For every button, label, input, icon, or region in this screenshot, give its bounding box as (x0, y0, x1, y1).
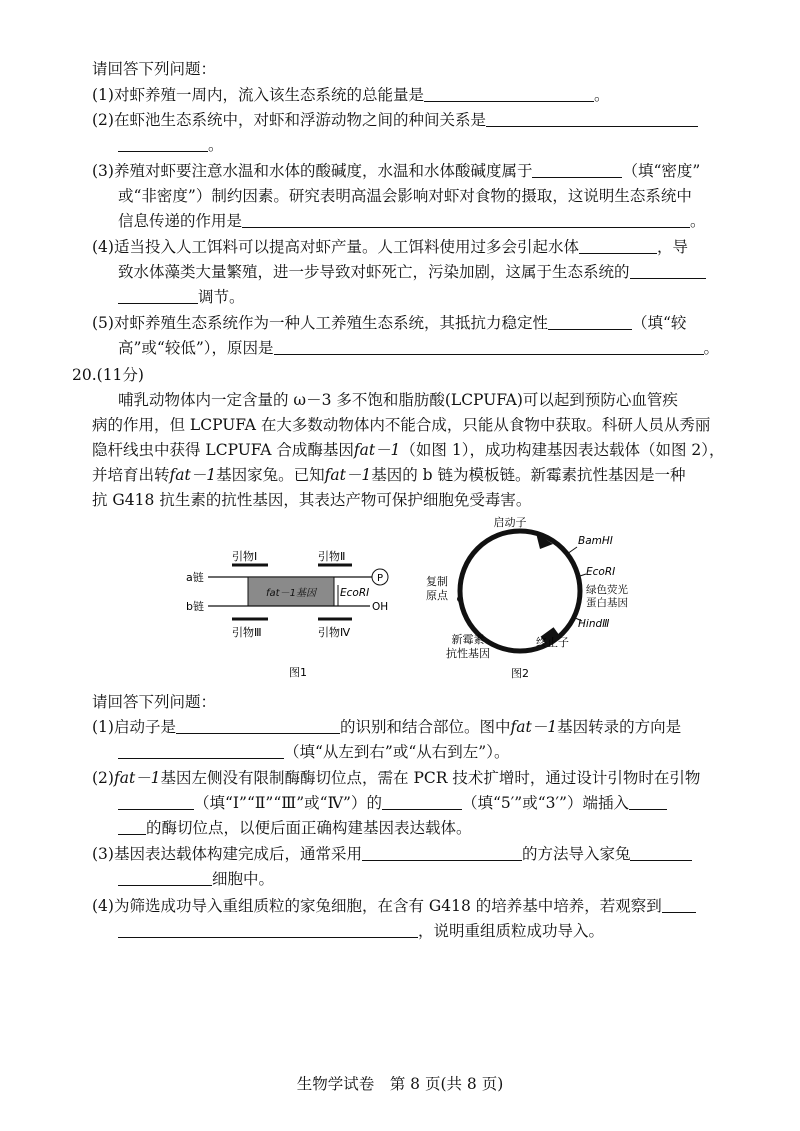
question-5 (92, 312, 686, 334)
q20-para-line-1 (118, 389, 678, 411)
q20-para-line-2 (92, 414, 710, 436)
answer-blank[interactable] (362, 843, 522, 861)
primer-2-label: 引物Ⅱ (318, 550, 346, 563)
answer-blank[interactable] (486, 109, 698, 127)
punctuation: 。 (208, 136, 224, 154)
neomycin-label-1: 新霉素 (451, 633, 485, 646)
promoter-label: 启动子 (493, 516, 527, 529)
answer-blank[interactable] (532, 160, 622, 178)
question-number: 20.(11分) (72, 366, 144, 384)
question-text: (3)养殖对虾要注意水温和水体的酸碱度，水温和水体酸碱度属于 (92, 162, 533, 180)
sub-question-2-cont2 (118, 817, 472, 839)
answer-blank[interactable] (630, 261, 706, 279)
ori-label-1: 复制 (426, 575, 448, 588)
question-text: (1)启动子是 (92, 718, 176, 736)
punctuation: 。 (593, 86, 610, 104)
question-1 (92, 84, 609, 106)
answer-blank[interactable] (242, 210, 690, 228)
answer-blank[interactable] (382, 792, 462, 810)
sub-question-2-cont (118, 792, 667, 814)
question-3-cont (118, 185, 692, 207)
prompt-heading-1 (92, 58, 216, 80)
gene-name: fat－1 (510, 718, 558, 736)
gfp-label-2: 蛋白基因 (586, 597, 628, 609)
answer-blank[interactable] (118, 920, 418, 938)
q20-para-line-3 (92, 439, 725, 461)
bamhi-tick (567, 547, 577, 554)
answer-blank[interactable] (118, 741, 284, 759)
sub-question-4-cont (118, 920, 604, 942)
question-text: 基因转录的方向是 (557, 718, 682, 736)
paragraph-text: 基因的 b 链为模板链。新霉素抗性基因是一种 (371, 466, 686, 484)
answer-blank[interactable] (548, 312, 632, 330)
paragraph-text: 并培育出转 (92, 466, 170, 484)
chain-b-label: b链 (186, 600, 204, 613)
ecori-label: EcoRⅠ (340, 587, 370, 599)
q20-para-line-4 (92, 464, 685, 486)
paragraph-text: 抗 G418 抗生素的抗性基因，其表达产物可保护细胞免受毒害。 (92, 491, 532, 509)
answer-blank[interactable] (630, 843, 692, 861)
gene-name: fat－1 (353, 441, 401, 459)
ori-label-2: 原点 (426, 589, 448, 602)
prompt-heading-2 (92, 691, 216, 713)
paragraph-text: 基因家兔。已知 (216, 466, 325, 484)
ori-dot (457, 596, 463, 602)
primer-4-label: 引物Ⅳ (318, 626, 351, 639)
sub-question-2 (92, 767, 700, 789)
gene-name: fat－1 (113, 769, 161, 787)
primer-3-label: 引物Ⅲ (232, 626, 262, 639)
question-text: 基因左侧没有限制酶酶切位点，需在 PCR 技术扩增时，通过设计引物时在引物 (160, 769, 701, 787)
paragraph-text: （如图 1），成功构建基因表达载体（如图 2）， (400, 441, 725, 459)
question-3-cont2 (118, 210, 706, 232)
punctuation: 。 (690, 212, 706, 230)
paragraph-text: 隐杆线虫中获得 LCPUFA 合成酶基因 (92, 441, 354, 459)
question-text: (5)对虾养殖生态系统作为一种人工养殖生态系统，其抵抗力稳定性 (92, 314, 548, 332)
question-text: ，导 (656, 238, 688, 256)
question-2 (92, 109, 698, 131)
sub-question-1-cont (118, 741, 509, 763)
answer-blank[interactable] (118, 792, 194, 810)
sub-question-3 (92, 843, 692, 865)
question-text: （填“密度” (622, 162, 701, 180)
question-4 (92, 236, 688, 258)
question-text: 的酶切位点，以便后面正确构建基因表达载体。 (146, 819, 472, 837)
question-text: （填“Ⅰ”“Ⅱ”“Ⅲ”或“Ⅳ”）的 (194, 794, 382, 812)
question-5-cont (118, 337, 719, 359)
question-text: 高”或“较低”），原因是 (118, 339, 274, 357)
gene-block-label: fat－1基因 (266, 588, 316, 599)
question-4-cont (118, 261, 706, 283)
question-text: (2)在虾池生态系统中，对虾和浮游动物之间的种间关系是 (92, 111, 486, 129)
paragraph-text: 哺乳动物体内一定含量的 ω－3 多不饱和脂肪酸(LCPUFA)可以起到预防心血管疾 (118, 391, 678, 409)
question-3 (92, 160, 700, 182)
ecori-label-2: EcoRⅠ (586, 566, 616, 578)
q20-para-line-5 (92, 489, 531, 511)
question-text: 的方法导入家兔 (521, 845, 631, 863)
answer-blank[interactable] (118, 868, 212, 886)
question-text: (3)基因表达载体构建完成后，通常采用 (92, 845, 362, 863)
question-text: （填“5′”或“3′”）端插入 (461, 794, 629, 812)
primer-1-label: 引物Ⅰ (232, 550, 258, 563)
hindiii-label: HindⅢ (578, 618, 610, 630)
question-text: （填“从左到右”或“从右到左”）。 (284, 743, 510, 761)
question-text: ，说明重组质粒成功导入。 (418, 922, 605, 940)
bamhi-label: BamHⅠ (578, 535, 613, 547)
chain-a-label: a链 (186, 571, 204, 584)
sub-question-4 (92, 895, 696, 917)
sub-question-1 (92, 716, 681, 738)
answer-blank[interactable] (176, 716, 340, 734)
question-20-header (72, 364, 144, 386)
question-text: (4)为筛选成功导入重组质粒的家兔细胞，在含有 G418 的培养基中培养，若观察到 (92, 897, 662, 915)
figure-2-caption: 图2 (511, 667, 529, 680)
question-text: 或“非密度”）制约因素。研究表明高温会影响对虾对食物的摄取，这说明生态系统中 (118, 187, 692, 205)
question-text: (2) (92, 769, 114, 787)
gene-name: fat－1 (324, 466, 372, 484)
question-text: (1)对虾养殖一周内，流入该生态系统的总能量是 (92, 86, 424, 104)
question-2-cont (118, 134, 224, 156)
figure-1-diagram (180, 545, 405, 685)
answer-blank[interactable] (662, 895, 696, 913)
hydroxyl-label: OH (372, 601, 389, 613)
answer-blank[interactable] (118, 286, 198, 304)
prompt-text: 请回答下列问题： (92, 693, 217, 711)
sub-question-3-cont (118, 868, 274, 890)
answer-blank[interactable] (118, 817, 146, 835)
answer-blank[interactable] (629, 792, 667, 810)
neomycin-label-2: 抗性基因 (446, 647, 490, 660)
figure-1-caption: 图1 (289, 666, 307, 679)
phosphate-label: P (376, 573, 384, 584)
answer-blank[interactable] (424, 84, 594, 102)
answer-blank[interactable] (118, 134, 208, 152)
gfp-label-1: 绿色荧光 (586, 584, 628, 596)
question-text: (4)适当投入人工饵料可以提高对虾产量。人工饵料使用过多会引起水体 (92, 238, 579, 256)
terminator-label: 终止子 (536, 636, 569, 649)
question-text: （填“较 (631, 314, 687, 332)
question-text: 的识别和结合部位。图中 (339, 718, 511, 736)
question-4-cont2 (118, 286, 245, 308)
question-text: 信息传递的作用是 (118, 212, 243, 230)
punctuation: 。 (703, 339, 720, 357)
question-text: 细胞中。 (212, 870, 275, 888)
question-text: 调节。 (198, 288, 245, 306)
answer-blank[interactable] (579, 236, 657, 254)
question-text: 致水体藻类大量繁殖，进一步导致对虾死亡，污染加剧，这属于生态系统的 (118, 263, 630, 281)
page-footer: 生物学试卷 第 8 页(共 8 页) (296, 1075, 504, 1093)
gene-name: fat－1 (169, 466, 217, 484)
paragraph-text: 病的作用，但 LCPUFA 在大多数动物体内不能合成，只能从食物中获取。科研人员从秀丽 (92, 416, 711, 434)
answer-blank[interactable] (274, 337, 704, 355)
figure-2-diagram (420, 513, 660, 685)
prompt-text: 请回答下列问题： (92, 60, 217, 78)
